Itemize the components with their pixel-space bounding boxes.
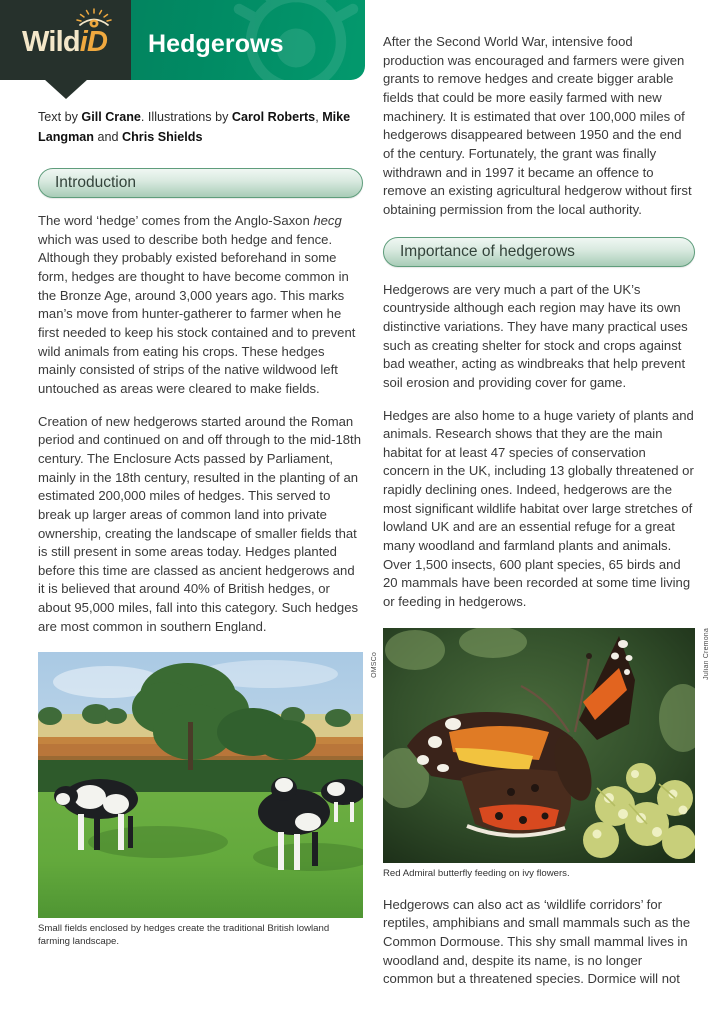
paragraph-intro-1 [38,212,363,399]
byline-conj: and [93,129,122,144]
photo-credit-right: Julian Cremona [703,627,710,680]
farmland-photo [38,652,363,918]
logo-wild-text: Wild [22,26,80,58]
paragraph-importance-2: Hedges are also home to a huge variety of plants and animals. Research shows that they are the main habitat for at least 47 species of conservation concern in the UK, including 13 globally threatened or rapidly declining ones. Indeed, hedgerows are the most significant wildlife habitat over large stretches of lowland UK and are an essential refuge for a great many woodland and farmland plants and animals. Over 1,500 insects, 600 plant species, 65 birds and 20 mammals have been recorded at some time living or feeding in hedgerows. [383,407,694,610]
byline-author: Gill Crane [81,110,141,124]
byline-illustrator-3: Chris Shields [122,129,203,144]
section-header-importance [383,237,695,267]
paragraph-text-cont: which was used to describe both hedge and fence. Although they probably existed beforehand in some form, hedges are thought to have become common in the Bronze Age, around 3,000 years ago. This marks man’s move from hunter-gatherer to farmer when he first needed to keep his stock contained and to prevent wild animals from eating his crops. These hedges mainly consisted of strips of the native wildwood left untouched as areas were cleared to make fields. [38,231,356,396]
figure-caption-left: Small fields enclosed by hedges create the traditional British lowland farming landscape. [38,923,330,948]
section-header-label: Introduction [55,174,136,191]
photo-credit-left: OMSCo [371,652,378,679]
figure-butterfly-photo [383,627,710,881]
page-title: Hedgerows [148,30,284,58]
byline-mid: . Illustrations by [140,110,232,124]
logo-id-text: iD [79,26,108,58]
paragraph-text: The word ‘hedge’ comes from the Anglo-Saxon [38,213,314,228]
paragraph-importance-1: Hedgerows are very much a part of the UK’s countryside although each region may have its own distinctive variations. They have many practical uses such as creating shelter for stock and crops against bad weather, acting as windbreaks that help prevent soil erosion and providing cover for game. [383,281,688,390]
right-column [383,33,710,989]
byline-illustrator-1: Carol Roberts [231,110,316,124]
left-column [38,168,378,949]
figure-caption-right: Red Admiral butterfly feeding on ivy flowers. [383,867,570,879]
byline-comma: , [315,110,323,124]
brand-logo[interactable] [0,0,131,80]
logo-wordmark [22,26,107,59]
figure-farmland-photo [38,652,378,949]
logo-tab-pointer [44,79,88,99]
byline [38,108,358,147]
paragraph-intro-2: Creation of new hedgerows started around the Roman period and continued on and off through to the mid-18th century. The Enclosure Acts passed by Parliament, mainly in the 18th century, resulted in the planting of an estimated 200,000 miles of hedges. This served to break up larger areas of common land into private ownership, creating the landscape of smaller fields that is still present in some areas today. Hedges planted before this time are classed as ancient hedgerows and it is believed that around 40% of British hedges, or about 95,000 miles, fall into this category. Such hedges are most common in southern England. [38,413,361,634]
paragraph-wildlife-corridors: Hedgerows can also act as ‘wildlife corridors’ for reptiles, amphibians and small mammals such as the Common Dormouse. This shy small mammal lives in woodland and, despite its name, is no longer common but a threatened species. Dormice will not [383,896,691,987]
byline-prefix: Text by [38,110,82,124]
paragraph-postwar: After the Second World War, intensive food production was encouraged and farmers were given grants to remove hedges and create bigger arable fields that could be more easily farmed with new machinery. It is estimated that over 100,000 miles of hedgerows disappeared between 1950 and the end of the century. Fortunately, the grant was finally withdrawn and in 1997 it became an offence to remove an existing agricultural hedgerow without first obtaining permission from the local authority. [383,34,692,217]
section-header-introduction [38,168,363,198]
paragraph-italic-term: hecg [313,213,342,228]
byline-illustrator-2: Mike Langman [38,110,351,144]
red-admiral-butterfly-photo [383,628,695,863]
section-header-label: Importance of hedgerows [400,242,575,260]
